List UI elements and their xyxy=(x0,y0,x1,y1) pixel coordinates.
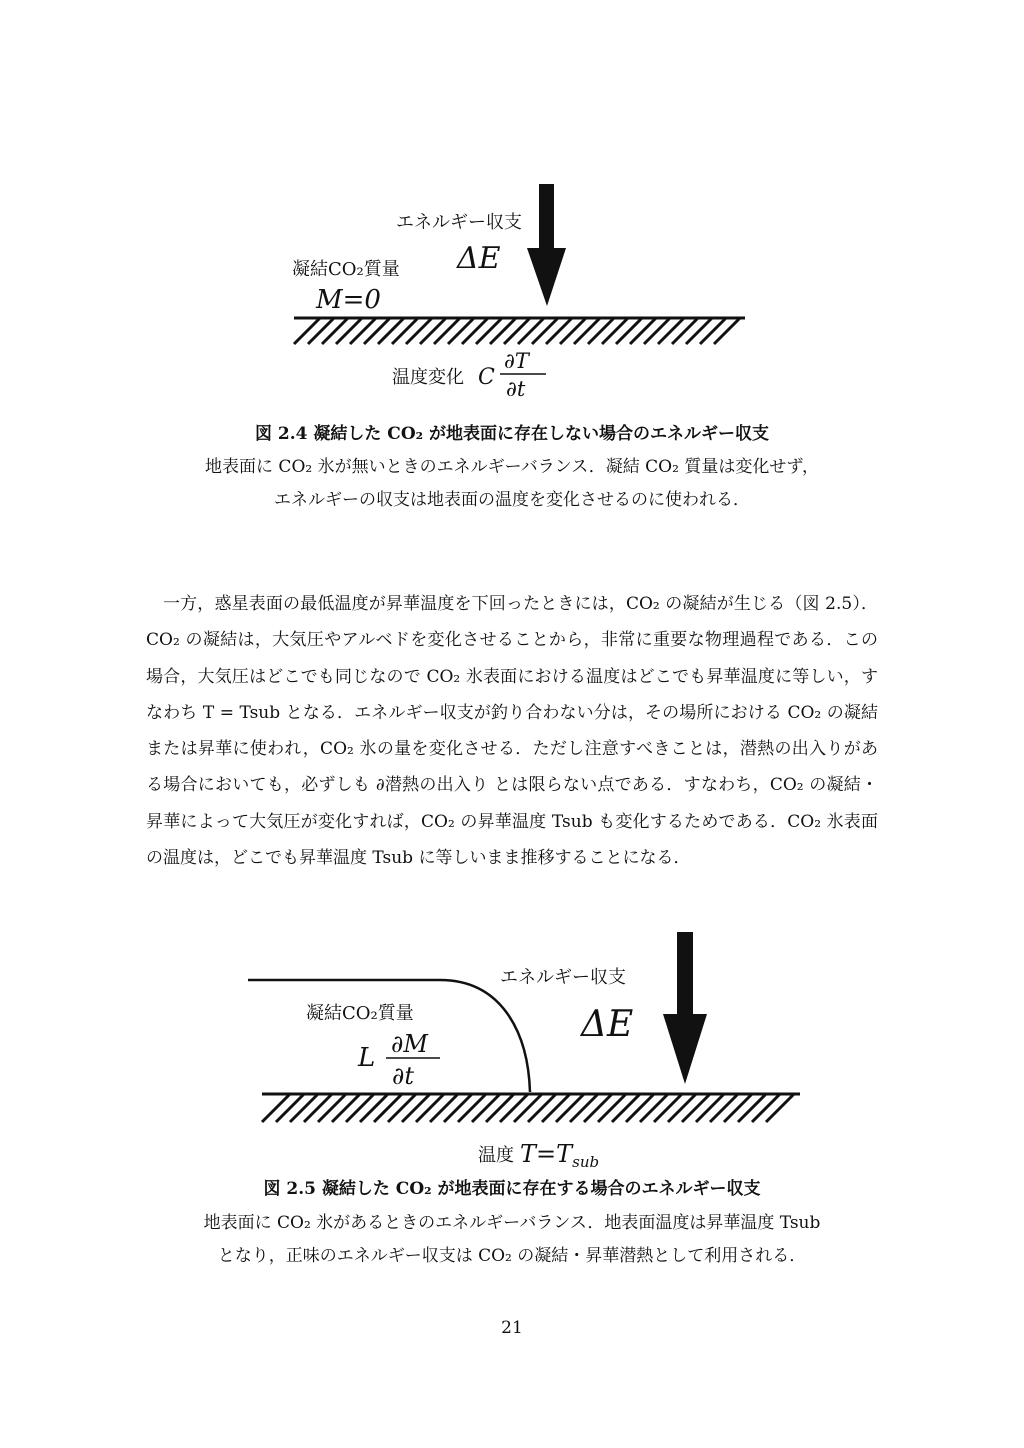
temp-sub: sub xyxy=(572,1153,600,1171)
hatch-line xyxy=(556,1094,584,1122)
hatch-line xyxy=(430,1094,458,1122)
hatch-line xyxy=(416,1094,444,1122)
figure-2-5-caption-title: 図 2.5 凝結した CO₂ が地表面に存在する場合のエネルギー収支 xyxy=(263,1179,761,1199)
hatch-line xyxy=(738,1094,766,1122)
co2-ice-profile xyxy=(248,980,530,1092)
temp-c: C xyxy=(478,365,495,390)
figure-2-4-caption-line-1: 地表面に CO₂ 氷が無いときのエネルギーバランス．凝結 CO₂ 質量は変化せず， xyxy=(205,457,819,477)
hatch-line xyxy=(654,1094,682,1122)
hatch-line xyxy=(640,1094,668,1122)
hatch-line xyxy=(668,1094,696,1122)
hatch-line xyxy=(318,1094,346,1122)
temp-label: 温度 xyxy=(478,1145,514,1166)
hatch-line xyxy=(696,1094,724,1122)
temp-t: T=T xyxy=(520,1140,573,1168)
ground-surface xyxy=(262,1094,800,1122)
energy-label: エネルギー収支 xyxy=(500,967,626,988)
hatch-line xyxy=(290,1094,318,1122)
hatch-line xyxy=(486,1094,514,1122)
hatch-line xyxy=(500,1094,528,1122)
hatch-line xyxy=(724,1094,752,1122)
hatch-line xyxy=(402,1094,430,1122)
energy-label: エネルギー収支 xyxy=(396,212,522,233)
hatch-line xyxy=(472,1094,500,1122)
hatch-line xyxy=(626,1094,654,1122)
delta-e: ΔE xyxy=(581,1004,634,1045)
temp-denominator: ∂t xyxy=(506,377,526,401)
hatch-line xyxy=(332,1094,360,1122)
latent-l: L xyxy=(358,1043,376,1073)
temp-eq xyxy=(520,1140,599,1171)
figure-2-5-caption-line-1: 地表面に CO₂ 氷があるときのエネルギーバランス．地表面温度は昇華温度 Tsub xyxy=(203,1213,821,1233)
paragraph-text: 一方，惑星表面の最低温度が昇華温度を下回ったときには，CO₂ の凝結が生じる（図 2.5）．CO₂ の凝結は，大気圧やアルベドを変化させることから，非常に重要な物理過程である．この場合，大気圧はどこでも同じなので CO₂ 氷表面における温度はどこでも昇華温度に等しい，すなわち T = Tsub となる．エネルギー収支が釣り合わない分は，その場所における CO₂ の凝結または昇華に使われ，CO₂ 氷の量を変化させる．ただし注意すべきことは，潜熱の出入りがある場合においても，必ずしも ∂潜熱の出入り とは限らない点である．すなわち，CO₂ の凝結・昇華によって大気圧が変化すれば，CO₂ の昇華温度 Tsub も変化するためである．CO₂ 氷表面の温度は，どこでも昇華温度 Tsub に等しいまま推移することになる． xyxy=(146,594,878,869)
page-number: 21 xyxy=(501,1318,523,1338)
hatch-line xyxy=(598,1094,626,1122)
mass-eq: M=0 xyxy=(316,285,381,315)
hatch-line xyxy=(346,1094,374,1122)
hatch-line xyxy=(710,1094,738,1122)
hatch-line xyxy=(262,1094,290,1122)
delta-e: ΔE xyxy=(457,241,501,276)
latent-denominator: ∂t xyxy=(392,1062,415,1090)
hatch-line xyxy=(360,1094,388,1122)
hatch-line xyxy=(304,1094,332,1122)
mass-label: 凝結CO₂質量 xyxy=(292,259,400,280)
hatch-line xyxy=(514,1094,542,1122)
hatch-line xyxy=(528,1094,556,1122)
temp-label: 温度変化 xyxy=(392,367,464,388)
figure-2-4-caption-line-2: エネルギーの収支は地表面の温度を変化させるのに使われる． xyxy=(274,490,750,510)
temp-numerator: ∂T xyxy=(504,349,529,373)
hatch-line xyxy=(542,1094,570,1122)
energy-arrow xyxy=(663,932,707,1084)
hatch-line xyxy=(458,1094,486,1122)
hatch-line xyxy=(766,1094,794,1122)
hatch-line xyxy=(752,1094,780,1122)
latent-numerator: ∂M xyxy=(391,1030,428,1058)
hatch-line xyxy=(682,1094,710,1122)
figure-2-5-caption-line-2: となり，正味のエネルギー収支は CO₂ の凝結・昇華潜熱として利用される． xyxy=(217,1246,807,1266)
hatch-line xyxy=(584,1094,612,1122)
figure-2-4-caption-title: 図 2.4 凝結した CO₂ が地表面に存在しない場合のエネルギー収支 xyxy=(254,424,770,444)
hatch-line xyxy=(444,1094,472,1122)
hatch-line xyxy=(612,1094,640,1122)
hatch-line xyxy=(374,1094,402,1122)
hatch-line xyxy=(276,1094,304,1122)
hatch-line xyxy=(388,1094,416,1122)
mass-label: 凝結CO₂質量 xyxy=(306,1003,414,1024)
hatch-line xyxy=(570,1094,598,1122)
